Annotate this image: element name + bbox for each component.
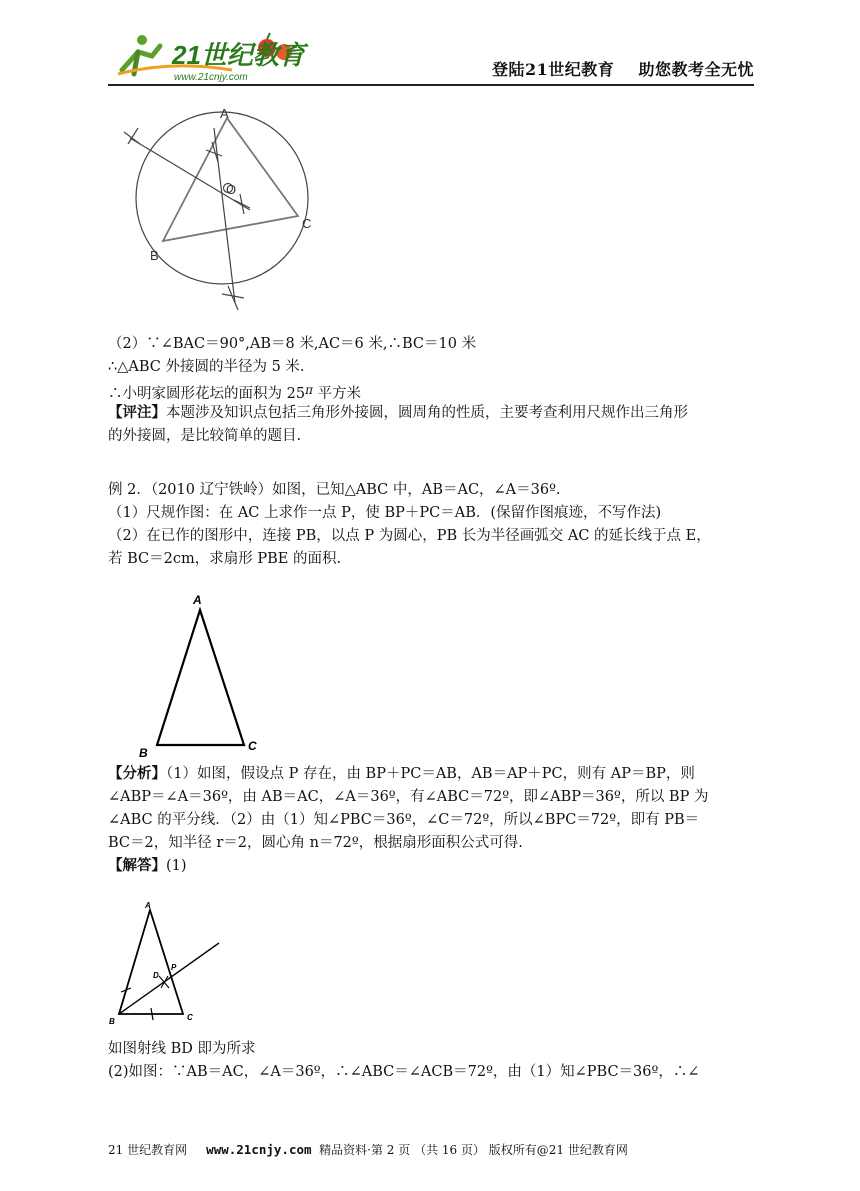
page-footer: [108, 1141, 628, 1158]
figure1-label-o: O: [226, 182, 237, 197]
figure3-label-p: P: [171, 963, 177, 972]
figure2-label-a: A: [193, 593, 202, 607]
figure-isosceles-triangle: [135, 588, 275, 758]
answer-line-2: (2)如图：∵AB＝AC，∠A＝36º，∴∠ABC＝∠ACB＝72º，由（1）知∠PBC＝36º，∴∠: [108, 1064, 700, 1080]
logo-text: 21世纪教育: [172, 40, 305, 70]
comment-line-1: 【评注】本题涉及知识点包括三角形外接圆，圆周角的性质，主要考查利用尺规作出三角形: [108, 404, 688, 421]
answer-heading: 【解答】(1): [108, 857, 187, 874]
analysis-line-4: BC＝2，知半径 r＝2，圆心角 n＝72º，根据扇形面积公式可得.: [108, 835, 523, 851]
example2-line-2: （1）尺规作图：在 AC 上求作一点 P，使 BP＋PC＝AB．(保留作图痕迹，不写作法): [108, 505, 662, 521]
header-divider: [108, 84, 754, 86]
logo-figure-head: [137, 35, 147, 45]
analysis-label: 【分析】: [108, 765, 166, 782]
footer-site: 21 世纪教育网: [108, 1143, 188, 1157]
logo-url: www.21cnjy.com: [174, 72, 248, 83]
answer-label: 【解答】: [108, 857, 166, 874]
header-slogan: 登陆21世纪教育 助您教考全无忧: [491, 60, 754, 79]
figure1-label-b: B: [150, 248, 159, 263]
example2-line-3: （2）在已作的图形中，连接 PB，以点 P 为圆心，PB 长为半径画弧交 AC 的延长线于点 E，: [108, 528, 711, 544]
figure3-label-c: C: [187, 1013, 193, 1022]
analysis-line-2: ∠ABP＝∠A＝36º，由 AB＝AC，∠A＝36º，有∠ABC＝72º，即∠ABP＝36º，所以 BP 为: [108, 789, 709, 805]
site-logo: [112, 30, 312, 84]
figure-circumcircle: [110, 98, 330, 318]
figure3-label-a: A: [145, 901, 151, 910]
solution-line-2: ∴△ABC 外接圆的半径为 5 米.: [108, 359, 305, 375]
figure-angle-bisector: [105, 898, 235, 1026]
example2-line-4: 若 BC＝2cm，求扇形 PBE 的面积.: [108, 551, 342, 567]
figure1-label-c: C: [302, 216, 312, 231]
figure2-label-b: B: [139, 746, 148, 758]
analysis-line-1: 【分析】（1）如图，假设点 P 存在，由 BP＋PC＝AB，AB＝AP＋PC，则有 AP＝BP，则: [108, 765, 695, 782]
analysis-line-3: ∠ABC 的平分线．（2）由（1）知∠PBC＝36º，∠C＝72º，所以∠BPC＝72º，即有 PB＝: [108, 812, 700, 828]
solution-line-1: （2）∵∠BAC＝90°,AB＝8 米,AC＝6 米,∴BC＝10 米: [108, 336, 477, 352]
comment-line-2: 的外接圆，是比较简单的题目.: [108, 428, 302, 444]
example2-line-1: 例 2．（2010 辽宁铁岭）如图，已知△ABC 中，AB＝AC，∠A＝36º.: [108, 482, 561, 498]
figure1-label-a: A: [220, 106, 229, 121]
logo-graphic: [112, 30, 312, 84]
figure2-label-c: C: [248, 739, 257, 753]
figure3-label-d: D: [153, 971, 159, 980]
figure3-label-b: B: [109, 1017, 115, 1026]
footer-url[interactable]: www.21cnjy.com: [206, 1142, 312, 1157]
footer-text: 精品资料·第 2 页 （共 16 页） 版权所有@21 世纪教育网: [319, 1143, 628, 1157]
answer-line-1: 如图射线 BD 即为所求: [108, 1041, 256, 1057]
solution-line-3: ∴小明家圆形花坛的面积为 $25^\pi$ 平方米: [108, 383, 362, 402]
comment-label: 【评注】: [108, 404, 166, 421]
pi-symbol: π: [305, 383, 313, 397]
